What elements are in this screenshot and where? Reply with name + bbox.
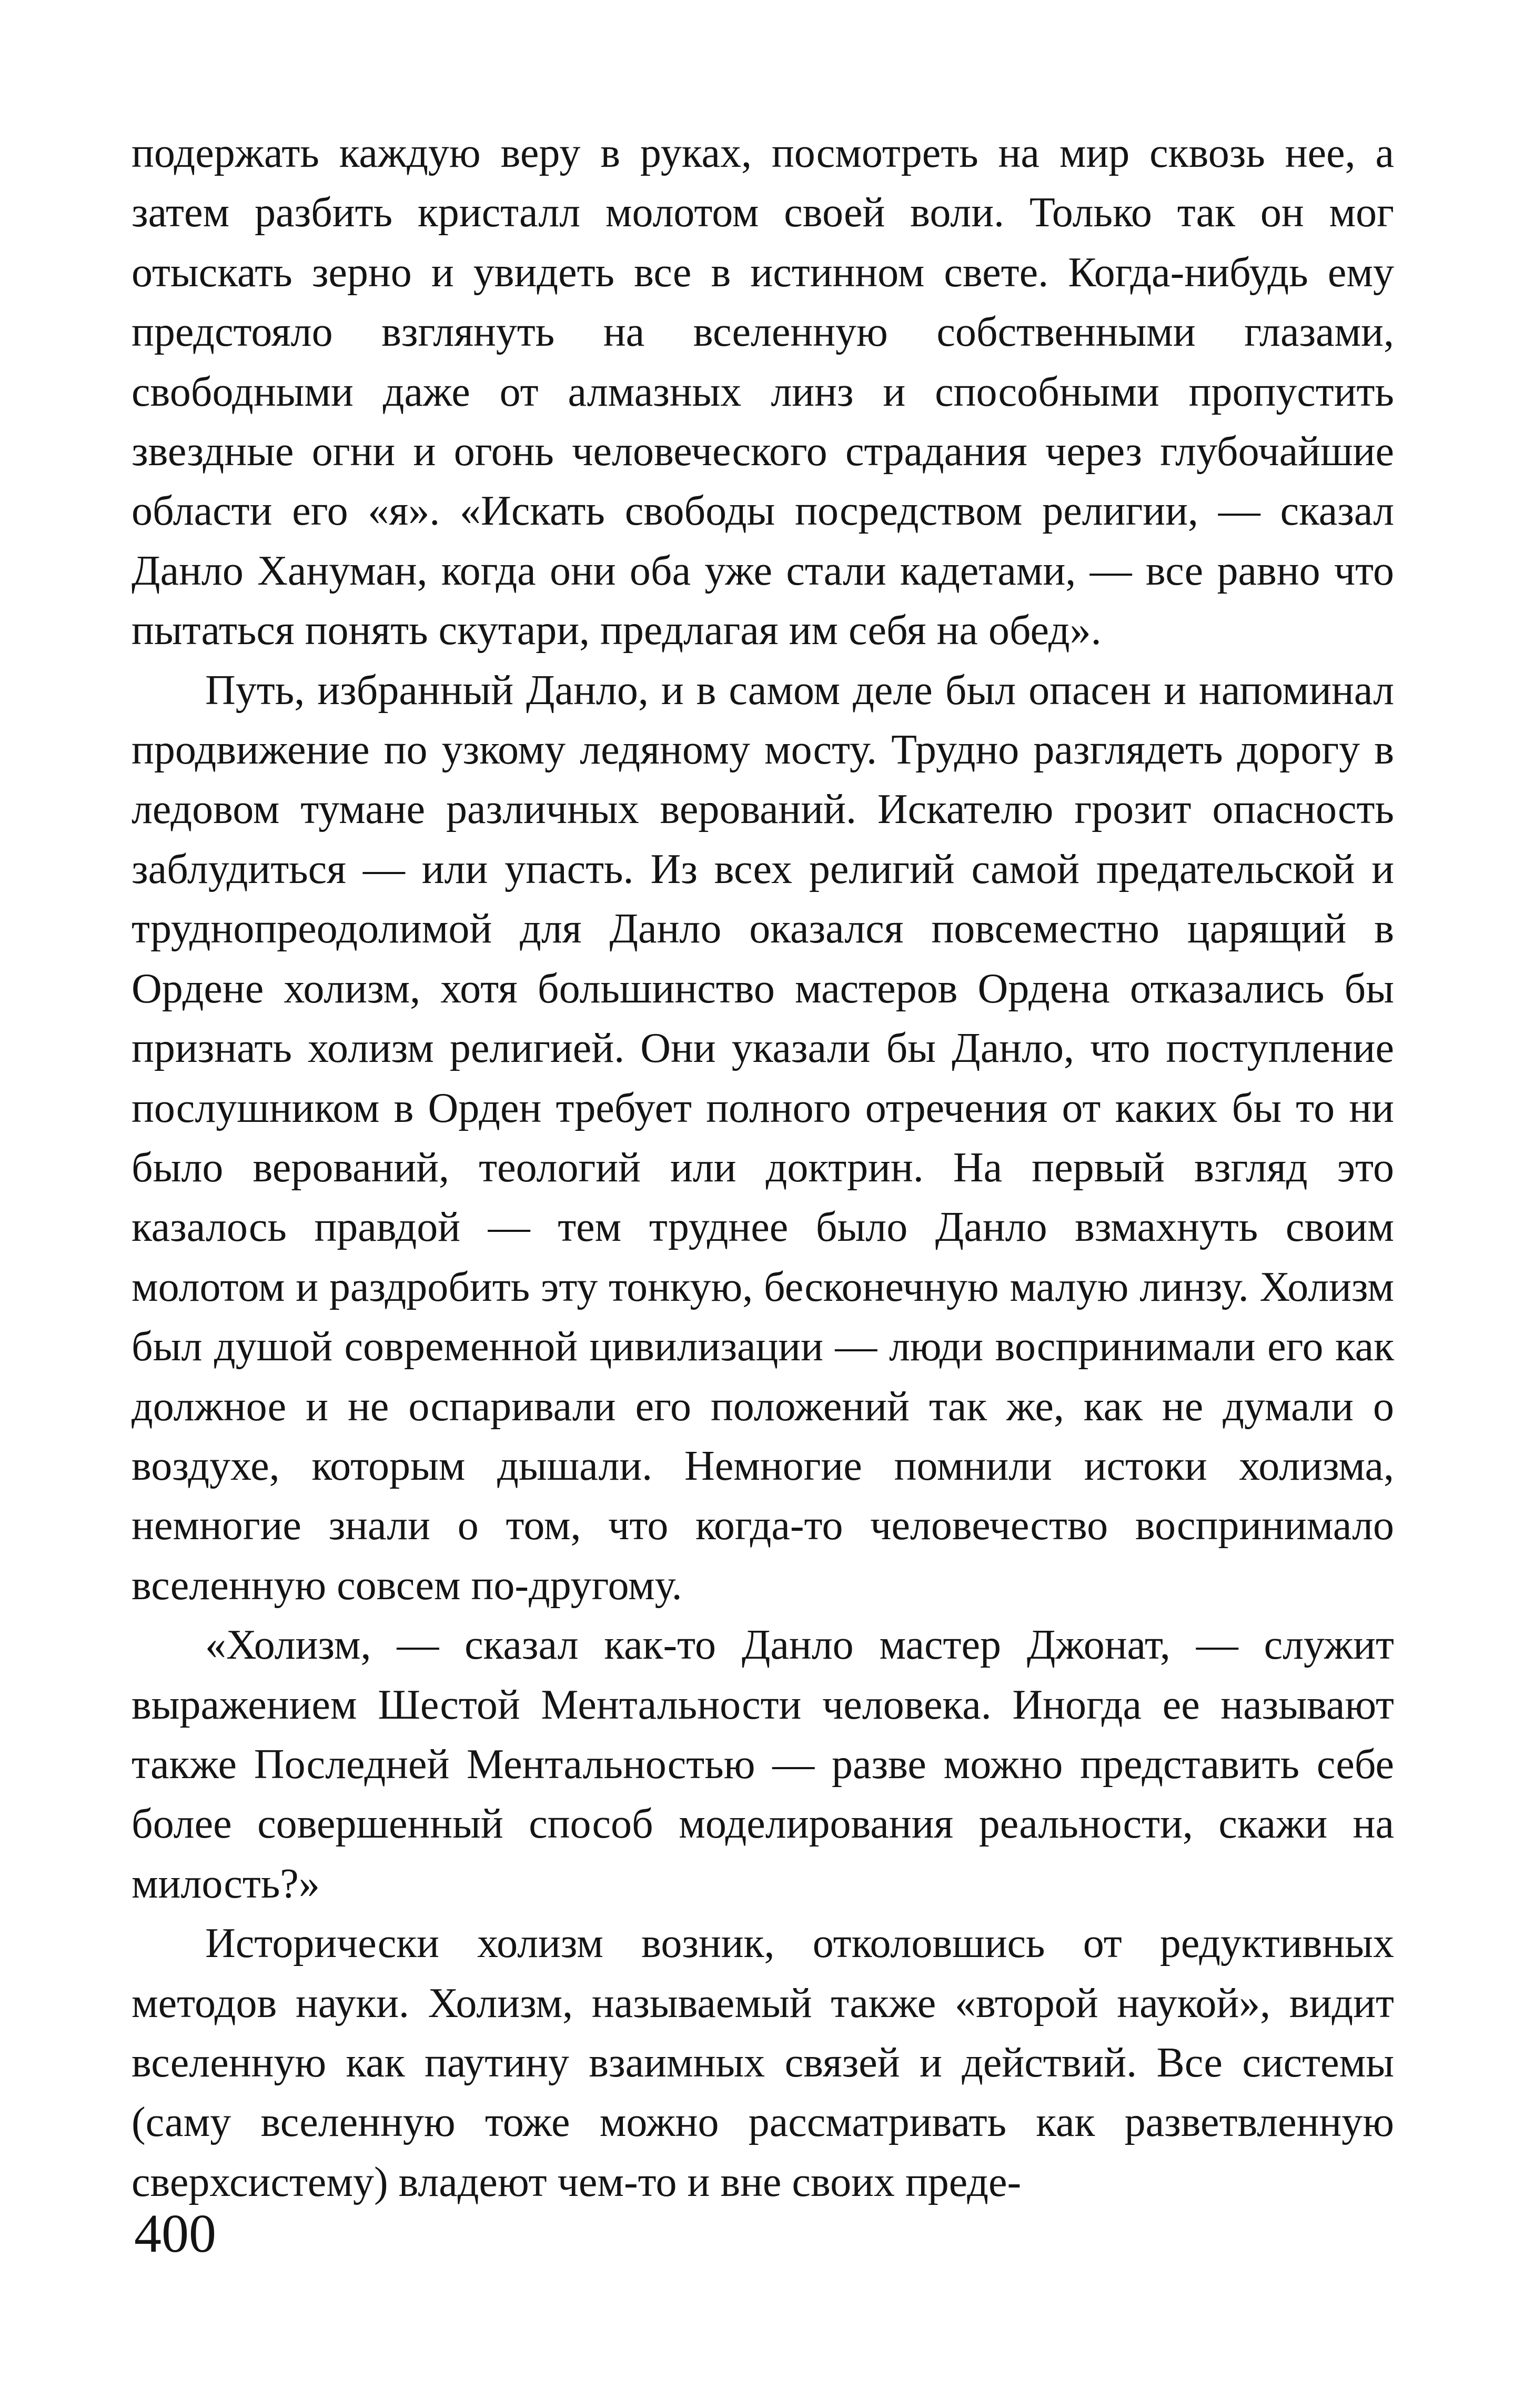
paragraph-2: Путь, избранный Данло, и в самом деле был опасен и напоминал продвижение по узкому ледяному мосту. Трудно разглядеть дорогу в ледовом тумане различных верований. Искателю грозит опасность заблудиться — или упасть. Из всех религий самой предательской и труднопреодолимой для Данло оказался повсеместно царящий в Ордене холизм, хотя большинство мастеров Ордена отказались бы признать холизм религией. Они указали бы Данло, что поступление послушником в Орден требует полного отречения от каких бы то ни было верований, теологий или доктрин. На первый взгляд это казалось правдой — тем труднее было Данло взмахнуть своим молотом и раздробить эту тонкую, бесконечную малую линзу. Холизм был душой современной цивилизации — люди воспринимали его как должное и не оспаривали его положений так же, как не думали о воздухе, которым дышали. Немногие помнили истоки холизма, немногие знали о том, что когда-то человечество воспринимало вселенную совсем по-другому.	[132, 667, 1394, 1609]
paragraph-3: «Холизм, — сказал как-то Данло мастер Джонат, — служит выражением Шестой Ментальности человека. Иногда ее называют также Последней Ментальностью — разве можно представить себе более совершенный способ моделирования реальности, скажи на милость?»	[132, 1622, 1394, 1907]
page-number: 400	[134, 2203, 216, 2264]
paragraph-4: Исторически холизм возник, отколовшись от редуктивных методов науки. Холизм, называемый также «второй наукой», видит вселенную как паутину взаимных связей и действий. Все системы (саму вселенную тоже можно рассматривать как разветвленную сверхсистему) владеют чем-то и вне своих преде-	[132, 1920, 1394, 2205]
page-text	[132, 124, 1394, 2212]
paragraph-1: подержать каждую веру в руках, посмотреть на мир сквозь нее, а затем разбить кристалл молотом своей воли. Только так он мог отыскать зерно и увидеть все в истинном свете. Когда-нибудь ему предстояло взглянуть на вселенную собственными глазами, свободными даже от алмазных линз и способными пропустить звездные огни и огонь человеческого страдания через глубочайшие области его «я». «Искать свободы посредством религии, — сказал Данло Хануман, когда они оба уже стали кадетами, — все равно что пытаться понять скутари, предлагая им себя на обед».	[132, 130, 1394, 654]
